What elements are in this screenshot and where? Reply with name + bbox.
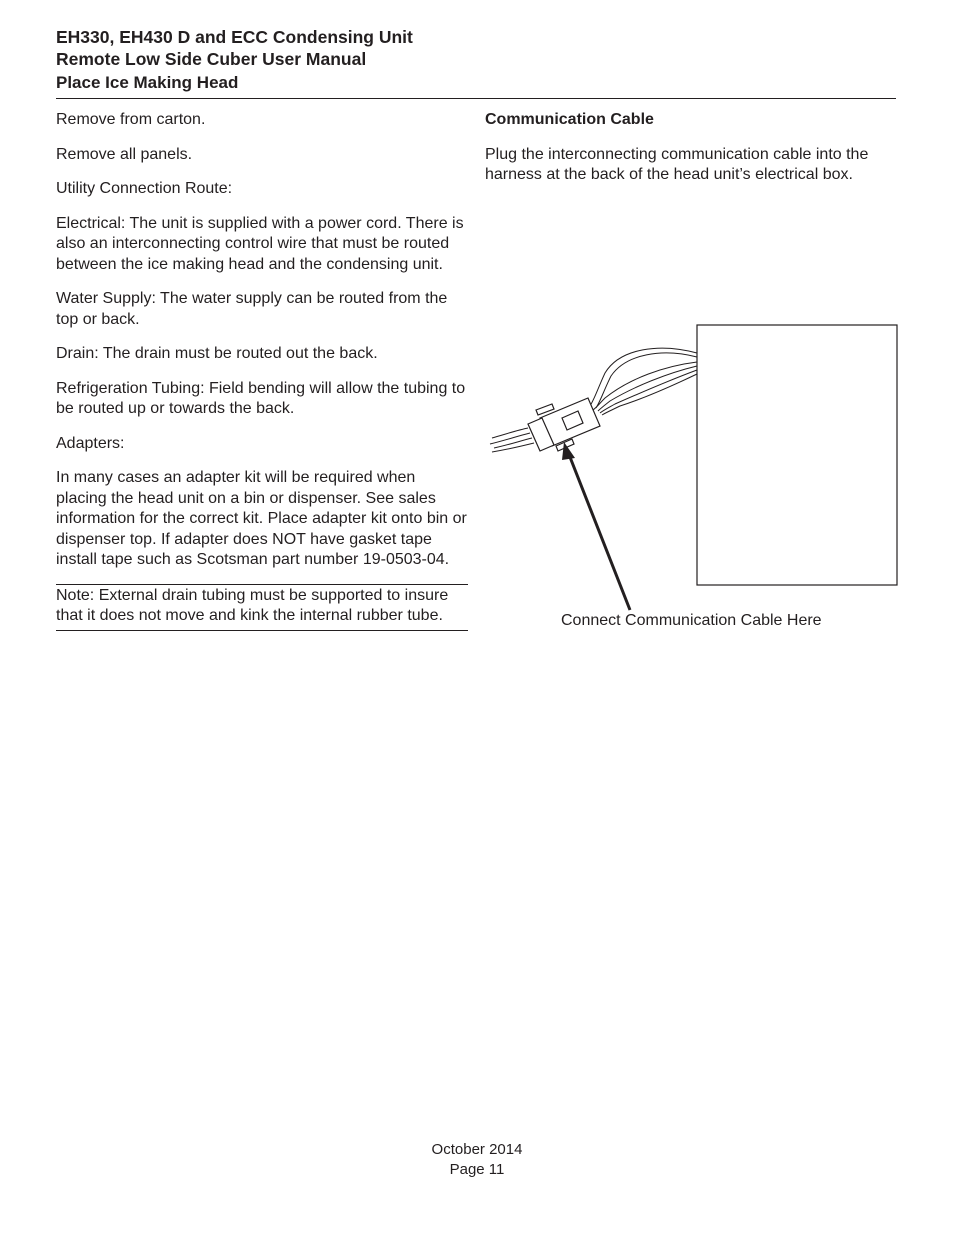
left-column [56,110,468,631]
water-supply-paragraph: Water Supply: The water supply can be routed from the top or back. [56,290,448,328]
header-divider [56,98,896,99]
right-column [485,110,900,186]
step-remove-panels: Remove all panels. [56,145,193,163]
manual-title-line2: Remote Low Side Cuber User Manual [56,49,367,69]
step-remove-carton: Remove from carton. [56,111,206,128]
drain-paragraph: Drain: The drain must be routed out the back. [56,345,378,362]
refrigeration-paragraph: Refrigeration Tubing: Field bending will allow the tubing to be routed up or towards the back. [56,379,466,417]
loose-wire-ends [490,428,534,452]
note-text: Note: External drain tubing must be supported to insure that it does not move and kink the internal rubber tube. [56,586,449,624]
footer-date: October 2014 [431,1141,523,1158]
note-box [56,584,468,631]
figure-caption: Connect Communication Cable Here [561,612,822,629]
harness-wires [590,348,697,415]
utility-route-heading: Utility Connection Route: [56,180,233,197]
section-title: Place Ice Making Head [56,73,239,92]
adapters-heading: Adapters: [56,434,125,452]
manual-title-line1: EH330, EH430 D and ECC Condensing Unit [56,27,413,47]
adapters-paragraph: In many cases an adapter kit will be required when placing the head unit on a bin or dispenser. See sales information for the correct kit. Place adapter kit onto bin or dispenser top. If adapter does NOT have gasket tape install tape such as Scotsman part number 19-0503-04. [56,469,467,568]
electrical-paragraph: Electrical: The unit is supplied with a power cord. There is also an interconnecting control wire that must be routed between the ice making head and the condensing unit. [56,214,464,273]
communication-cable-paragraph: Plug the interconnecting communication cable into the harness at the back of the head unit’s electrical box. [485,145,869,183]
pointer-arrow [568,452,630,610]
electrical-box [697,325,897,585]
page-number: Page 11 [449,1160,505,1178]
communication-cable-illustration [480,318,904,618]
page-footer [0,1140,954,1179]
communication-cable-heading: Communication Cable [485,111,654,128]
page-header [56,26,896,94]
